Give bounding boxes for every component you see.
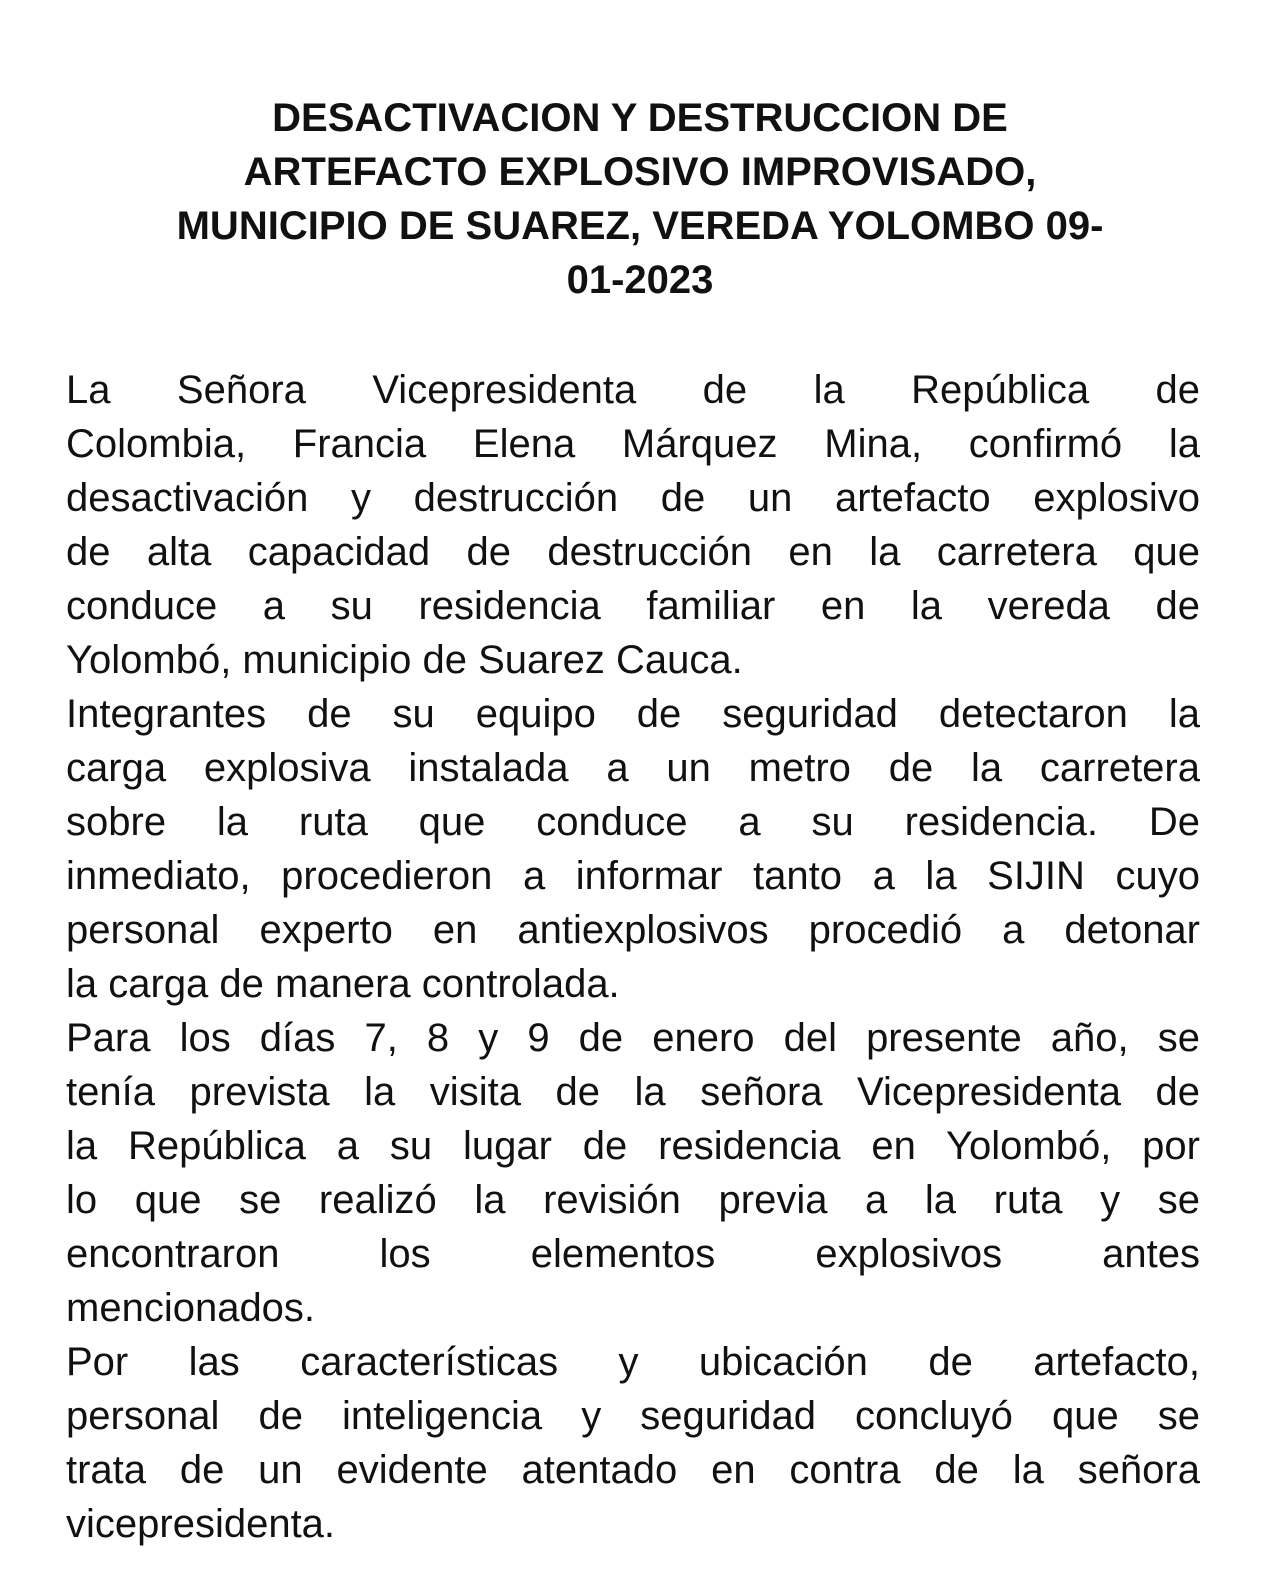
- paragraph-line: mencionados.: [66, 1286, 316, 1330]
- paragraph-line: encontraron los elementos explosivos antes: [66, 1232, 1200, 1276]
- paragraph-line: Colombia, Francia Elena Márquez Mina, confirmó la: [66, 422, 1200, 466]
- paragraph: [66, 687, 1200, 1011]
- document-body: [66, 363, 1200, 1551]
- paragraph-line: Para los días 7, 8 y 9 de enero del presente año, se: [66, 1016, 1200, 1060]
- paragraph-line: la República a su lugar de residencia en Yolombó, por: [66, 1124, 1200, 1168]
- paragraph: [66, 363, 1200, 687]
- title-line: MUNICIPIO DE SUAREZ, VEREDA YOLOMBO 09-: [176, 204, 1104, 248]
- paragraph: [66, 1335, 1200, 1551]
- paragraph-line: Yolombó, municipio de Suarez Cauca.: [66, 638, 743, 682]
- paragraph-line: lo que se realizó la revisión previa a la ruta y se: [66, 1178, 1200, 1222]
- paragraph-line: conduce a su residencia familiar en la vereda de: [66, 584, 1200, 628]
- paragraph-line: vicepresidenta.: [66, 1502, 336, 1546]
- title-line: DESACTIVACION Y DESTRUCCION DE: [272, 96, 1008, 140]
- document-title: [40, 91, 1240, 307]
- paragraph-line: la carga de manera controlada.: [66, 962, 620, 1006]
- paragraph-line: inmediato, procedieron a informar tanto a la SIJIN cuyo: [66, 854, 1200, 898]
- paragraph-line: personal experto en antiexplosivos procedió a detonar: [66, 908, 1200, 952]
- paragraph-line: sobre la ruta que conduce a su residencia. De: [66, 800, 1200, 844]
- paragraph-line: Por las características y ubicación de artefacto,: [66, 1340, 1200, 1384]
- paragraph-line: carga explosiva instalada a un metro de la carretera: [66, 746, 1200, 790]
- title-line: ARTEFACTO EXPLOSIVO IMPROVISADO,: [243, 150, 1037, 194]
- paragraph-line: Integrantes de su equipo de seguridad detectaron la: [66, 692, 1200, 736]
- paragraph-line: tenía prevista la visita de la señora Vicepresidenta de: [66, 1070, 1200, 1114]
- paragraph-line: trata de un evidente atentado en contra de la señora: [66, 1448, 1200, 1492]
- paragraph: [66, 1011, 1200, 1335]
- paragraph-line: La Señora Vicepresidenta de la República de: [66, 368, 1200, 412]
- paragraph-line: desactivación y destrucción de un artefacto explosivo: [66, 476, 1200, 520]
- paragraph-line: de alta capacidad de destrucción en la carretera que: [66, 530, 1200, 574]
- title-line: 01-2023: [566, 258, 714, 302]
- paragraph-line: personal de inteligencia y seguridad concluyó que se: [66, 1394, 1200, 1438]
